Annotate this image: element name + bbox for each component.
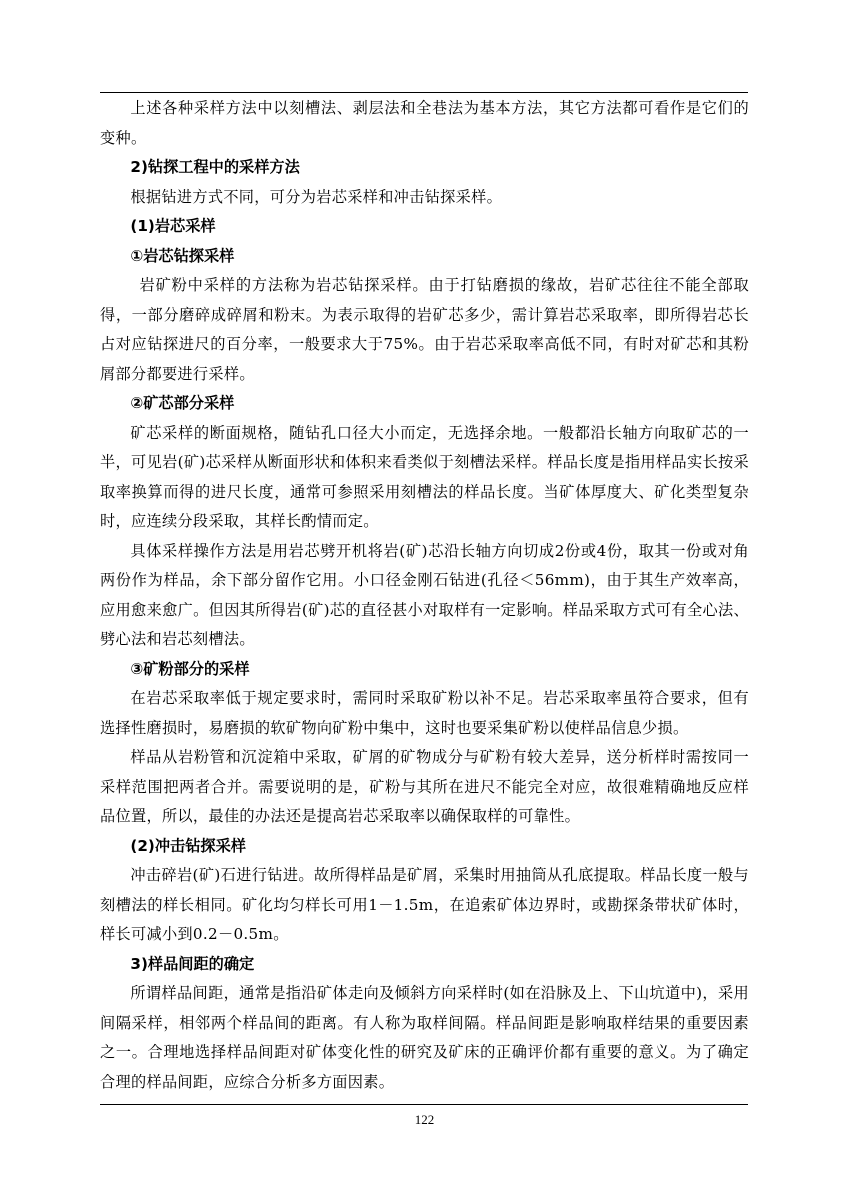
paragraph-ore-core-2: 具体采样操作方法是用岩芯劈开机将岩(矿)芯沿长轴方向切成2份或4份，取其一份或对角两份作为样品，余下部分留作它用。小口径金刚石钻进(孔径＜56mm)，由于其生产效率高，应用愈来愈广。但因其所得岩(矿)芯的直径甚小对取样有一定影响。样品采取方式可有全心法、劈心法和岩芯刻槽法。	[100, 541, 749, 648]
paragraph-basic-methods: 上述各种采样方法中以刻槽法、剥层法和全巷法为基本方法，其它方法都可看作是它们的变种。	[100, 99, 749, 147]
page-number: 122	[414, 1112, 435, 1127]
heading-core-sampling: (1)岩芯采样	[130, 217, 216, 235]
paragraph-core-drill-sampling: 岩矿粉中采样的方法称为岩芯钻探采样。由于打钻磨损的缘故，岩矿芯往往不能全部取得，一部分磨碎成碎屑和粉末。为表示取得的岩矿芯多少，需计算岩芯采取率，即所得岩芯长占对应钻探进尺的百分率，一般要求大于75%。由于岩芯采取率高低不同，有时对矿芯和其粉屑部分都要进行采样。	[100, 276, 749, 383]
footer-rule	[100, 1104, 748, 1105]
paragraph-percussion: 冲击碎岩(矿)石进行钻进。故所得样品是矿屑，采集时用抽筒从孔底提取。样品长度一般与刻槽法的样长相同。矿化均匀样长可用1－1.5m，在追索矿体边界时，或勘探条带状矿体时，样长可减小到0.2－0.5m。	[100, 866, 749, 943]
paragraph-drilling-intro: 根据钻进方式不同，可分为岩芯采样和冲击钻探采样。	[130, 187, 503, 206]
heading-percussion-sampling: (2)冲击钻探采样	[130, 836, 246, 855]
header-rule	[100, 92, 748, 93]
page-body	[100, 94, 749, 1097]
heading-drilling-sampling: 2)钻探工程中的采样方法	[130, 158, 300, 176]
heading-ore-core-sampling: ②矿芯部分采样	[130, 394, 235, 412]
paragraph-ore-powder-2: 样品从岩粉管和沉淀箱中采取，矿屑的矿物成分与矿粉有较大差异，送分析样时需按同一采样范围把两者合并。需要说明的是，矿粉与其所在进尺不能完全对应，故很难精确地反应样品位置，所以，最佳的办法还是提高岩芯采取率以确保取样的可靠性。	[100, 748, 749, 825]
paragraph-ore-powder-1: 在岩芯采取率低于规定要求时，需同时采取矿粉以补不足。岩芯采取率虽符合要求，但有选择性磨损时，易磨损的软矿物向矿粉中集中，这时也要采集矿粉以使样品信息少损。	[100, 689, 749, 737]
heading-ore-powder-sampling: ③矿粉部分的采样	[130, 659, 250, 678]
paragraph-sample-spacing: 所谓样品间距，通常是指沿矿体走向及倾斜方向采样时(如在沿脉及上、下山坑道中)，采用间隔采样，相邻两个样品间的距离。有人称为取样间隔。样品间距是影响取样结果的重要因素之一。合理地选择样品间距对矿体变化性的研究及矿床的正确评价都有重要的意义。为了确定合理的样品间距，应综合分析多方面因素。	[100, 984, 749, 1091]
heading-core-drill-sampling: ①岩芯钻探采样	[130, 246, 235, 265]
heading-sample-spacing: 3)样品间距的确定	[130, 954, 255, 973]
paragraph-ore-core-1: 矿芯采样的断面规格，随钻孔口径大小而定，无选择余地。一般都沿长轴方向取矿芯的一半，可见岩(矿)芯采样从断面形状和体积来看类似于刻槽法采样。样品长度是指用样品实长按采取率换算而得的进尺长度，通常可参照采用刻槽法的样品长度。当矿体厚度大、矿化类型复杂时，应连续分段采取，其样长酌情而定。	[100, 423, 749, 530]
